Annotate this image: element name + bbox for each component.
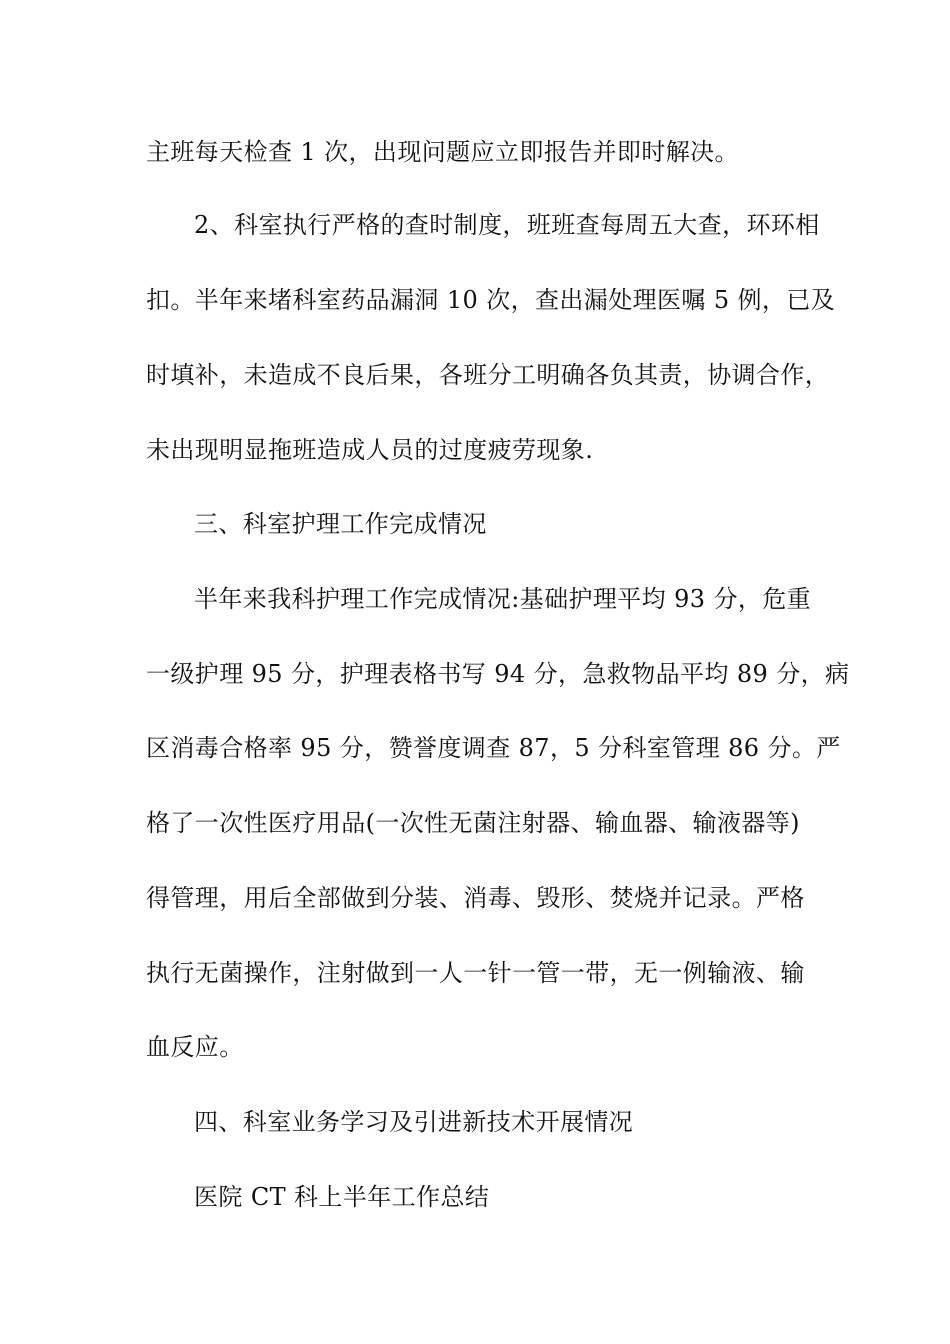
text-line: 血反应。: [146, 1033, 244, 1061]
text-line: 扣。半年来堵科室药品漏洞 10 次，查出漏处理医嘱 5 例，已及: [146, 286, 836, 314]
text-line: 未出现明显拖班造成人员的过度疲劳现象.: [146, 436, 594, 464]
text-line: 执行无菌操作，注射做到一人一针一管一带，无一例输液、输: [146, 959, 805, 987]
text-line: 得管理，用后全部做到分装、消毒、毁形、焚烧并记录。严格: [146, 884, 805, 912]
paragraph-start-line: 半年来我科护理工作完成情况:基础护理平均 93 分，危重: [194, 585, 812, 613]
text-line: 时填补，未造成不良后果，各班分工明确各负其责，协调合作，: [146, 361, 830, 389]
text-line: 一级护理 95 分，护理表格书写 94 分，急救物品平均 89 分，病: [146, 660, 850, 688]
text-line: 区消毒合格率 95 分，赞誉度调查 87，5 分科室管理 86 分。严: [146, 734, 841, 762]
section-heading: 三、科室护理工作完成情况: [194, 510, 487, 538]
section-heading: 四、科室业务学习及引进新技术开展情况: [194, 1108, 634, 1136]
document-title: 医院 CT 科上半年工作总结: [194, 1183, 490, 1211]
text-line: 主班每天检查 1 次，出现问题应立即报告并即时解决。: [146, 138, 739, 166]
text-line: 格了一次性医疗用品(一次性无菌注射器、输血器、输液器等): [146, 809, 800, 837]
paragraph-start-line: 2、科室执行严格的查时制度，班班查每周五大查，环环相: [194, 211, 820, 239]
